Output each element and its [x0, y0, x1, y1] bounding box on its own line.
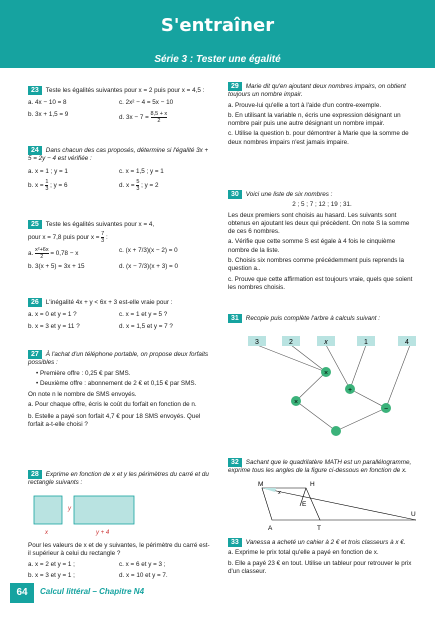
item-b: b. En utilisant la variable n, écris une expression désignant un nombre pair puis une autre désignant un nombre impair. [228, 111, 401, 128]
item-c: c. 2x² − 4 = 5x − 10 [119, 99, 174, 107]
op-multiply-1: × [323, 370, 329, 377]
item-a: a. x = 0 et y = 1 ? [28, 311, 77, 319]
label-x: x [45, 529, 48, 536]
exercise-number: 29 [228, 82, 242, 91]
item-b: b. Estelle a payé son forfait 4,7 € pour 18 SMS envoyés. Quel forfait a-t-elle choisi ? [28, 412, 201, 429]
item-a: a. Exprime le prix total qu'elle a payé en fonction de x. [228, 549, 379, 557]
op-plus: + [347, 387, 353, 394]
op-multiply-2: × [293, 399, 299, 406]
item-a: a. x = 2 et y = 1 ; [28, 561, 75, 569]
page-header [0, 0, 435, 68]
item-c: c. x = 6 et y = 3 ; [119, 561, 166, 569]
exercise-27 [28, 350, 210, 431]
item-b: b. x = 3 et y = 11 ? [28, 322, 80, 330]
item-a: a. Pour chaque offre, écris le coût du forfait en fonction de n. [28, 401, 197, 409]
leaf-4: 4 [405, 339, 409, 346]
item-c: c. Utilise la question b. pour démontrer à Marie que la somme de deux nombres impairs n'est jamais impaire. [228, 130, 409, 146]
leaf-x: x [324, 339, 328, 346]
page-footer [0, 583, 435, 603]
exercise-number: 24 [28, 146, 42, 155]
point-U: U [411, 510, 416, 518]
exercise-number: 30 [228, 190, 242, 199]
exercise-intro: Dans chacun des cas proposés, détermine si l'égalité 3x + 5 = 2y − 4 est vérifiée : [28, 147, 209, 163]
section-subtitle: Série 3 : Tester une égalité [154, 54, 281, 65]
item-a: a. Vérifie que cette somme S est égale à 4 fois le cinquième nombre de la liste. [228, 238, 396, 254]
point-A: A [268, 524, 273, 532]
exercise-intro: Teste les égalités suivantes pour x = 2 puis pour x = 4,5 : [45, 87, 205, 94]
number-list: 2 ; 5 ; 7 ; 12 ; 19 ; 31. [292, 201, 352, 209]
exercise-number: 31 [228, 314, 242, 323]
label-y: y [68, 505, 71, 512]
exercise-23 [28, 86, 210, 127]
item-c: c. x = 1 et y = 5 ? [119, 311, 168, 319]
item-b: b. Choisis six nombres comme précédemment puis reprends la question a.. [228, 257, 405, 273]
item-d: d. x = 1,5 et y = 7 ? [119, 322, 173, 330]
exercise-28 [28, 470, 210, 584]
item-c: c. x = 1,5 ; y = 1 [119, 167, 164, 175]
item-a: a. x = 1 ; y = 1 [28, 167, 68, 175]
label-y-plus-4: y + 4 [96, 529, 110, 536]
exercise-number: 23 [28, 86, 42, 95]
leaf-1: 1 [364, 339, 368, 346]
exercise-number: 27 [28, 350, 42, 359]
calculation-tree [228, 334, 416, 449]
bullet-offer-2: • Deuxième offre : abonnement de 2 € et 0,15 € par SMS. [36, 379, 197, 387]
page-title: S'entraîner [160, 15, 275, 36]
item-a: a. $\frac{\text{x²+6x}}{2}$ = 0,78 − x [28, 247, 79, 261]
point-T: T [317, 524, 321, 532]
item-d: d. x = $\frac{5}{3}$ ; y = 2 [119, 178, 159, 192]
point-H: H [310, 480, 315, 488]
item-b: b. Elle a payé 23 € en tout. Utilise un tableur pour retrouver le prix d'un classeur. [228, 559, 412, 575]
paragraph: Les deux premiers sont choisis au hasard. Les suivants sont obtenus en ajoutant les deux qui précèdent. On note S la somme de ces 6 nombres. [228, 211, 410, 236]
bullet-offer-1: • Première offre : 0,25 € par SMS. [36, 369, 131, 377]
exercise-31 [228, 314, 416, 454]
op-minus: − [383, 406, 389, 413]
exercise-intro: Vanessa a acheté un cahier à 2 € et trois classeurs à x €. [245, 539, 406, 546]
exercise-33 [228, 538, 416, 578]
exercise-number: 26 [28, 298, 42, 307]
exercise-intro: L'inégalité 4x + y < 6x + 3 est-elle vraie pour : [45, 299, 173, 306]
exercise-24 [28, 146, 210, 195]
item-b: b. 3(x + 5) = 3x + 15 [28, 263, 85, 271]
exercise-intro: Marie dit qu'en ajoutant deux nombres impairs, on obtient toujours un nombre impair. [228, 83, 406, 99]
item-b: b. x = $\frac{1}{3}$ ; y = 6 [28, 178, 68, 192]
exercise-26 [28, 298, 210, 334]
exercise-number: 33 [228, 538, 242, 547]
item-a: a. Prouve-lui qu'elle a tort à l'aide d'un contre-exemple. [228, 101, 382, 109]
item-d: d. (x − 7/3)(x + 3) = 0 [119, 263, 178, 271]
exercise-intro: À l'achat d'un téléphone portable, on propose deux forfaits possibles : [28, 351, 209, 367]
exercise-number: 28 [28, 470, 42, 479]
exercise-intro: Sachant que le quadrilatère MATH est un parallélogramme, exprime tous les angles de la figure ci-dessous en fonction de x. [228, 459, 412, 475]
exercise-29 [228, 82, 416, 149]
item-b: b. x = 3 et y = 1 ; [28, 572, 75, 580]
item-c: c. (x + 7/3)(x − 2) = 0 [119, 247, 178, 255]
exercise-intro: Teste les égalités suivantes pour x = 4, [45, 221, 155, 228]
exercise-intro: Recopie puis complète l'arbre à calculs suivant : [245, 315, 380, 322]
exercise-number: 25 [28, 220, 42, 229]
exercise-number: 32 [228, 458, 242, 467]
parallelogram-figure [228, 478, 416, 538]
exercise-30 [228, 190, 416, 294]
point-E: E [302, 500, 307, 508]
exercise-intro: Voici une liste de six nombres : [245, 191, 333, 198]
item-c: c. Prouve que cette affirmation est toujours vraie, quels que soient les nombres choisis. [228, 275, 413, 291]
paragraph: On note n le nombre de SMS envoyés. [28, 391, 137, 399]
page-number: 64 [10, 583, 34, 603]
item-b: b. 3x + 1,5 = 9 [28, 110, 69, 118]
point-M: M [258, 480, 264, 488]
leaf-2: 2 [289, 339, 293, 346]
leaf-3: 3 [255, 339, 259, 346]
item-d: d. x = 10 et y = 7. [119, 572, 168, 580]
exercise-intro: Exprime en fonction de x et y les périmètres du carré et du rectangle suivants : [28, 471, 209, 487]
square-rectangle-figure [28, 490, 210, 540]
exercise-32 [228, 458, 416, 538]
item-d: d. 3x − 7 = $\frac{8,5 + x}{2}$ [119, 110, 168, 124]
angle-x: x [278, 489, 281, 496]
exercise-25: 25 Teste les égalités suivantes pour x = 4, pour x = 7,8 puis pour x = $\frac{7}{3}$ : a. $\frac{\text{x²+6x}}{2}$ = 0,78 − x c. (x + 7/3)(x − 2) = 0 b. 3(x + 5) = 3x + 15 d. (x − 7/3)(x + 3) = 0 [28, 220, 210, 275]
paragraph: Pour les valeurs de x et de y suivantes, le périmètre du carré est-il supérieur à celui du rectangle ? [28, 541, 210, 557]
item-a: a. 4x − 10 = 8 [28, 99, 67, 107]
chapter-label: Calcul littéral – Chapitre N4 [40, 587, 145, 596]
